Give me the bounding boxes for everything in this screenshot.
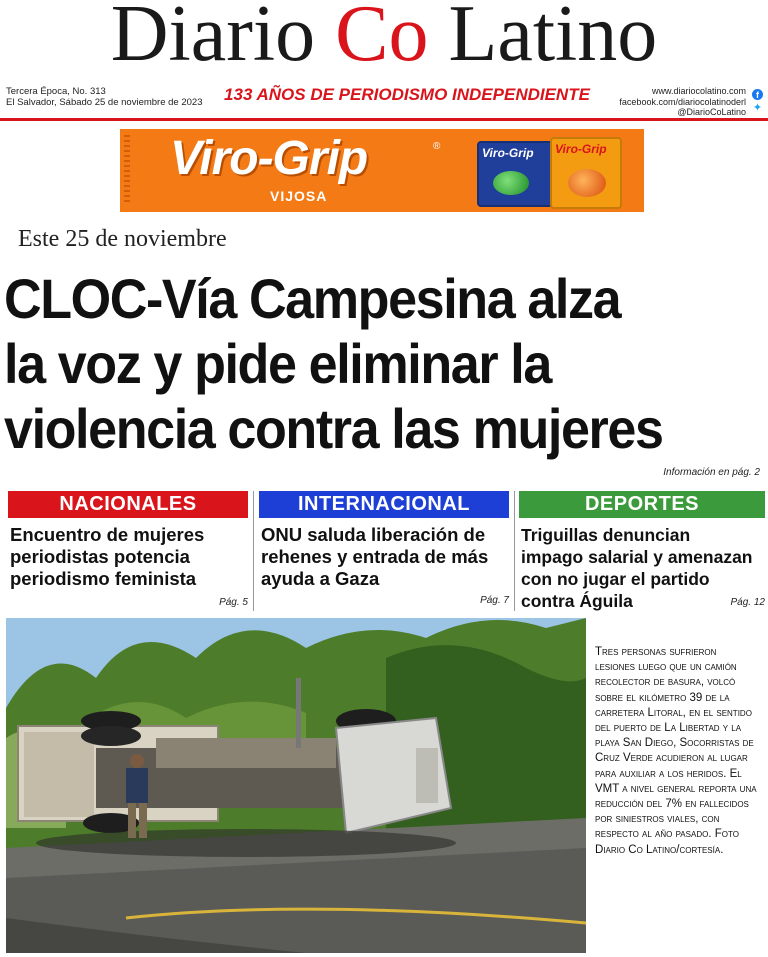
photo-illustration [6, 618, 586, 953]
advertisement-banner[interactable] [120, 129, 644, 212]
section-headline: ONU saluda liberación de rehenes y entrada de más ayuda a Gaza [261, 524, 489, 589]
edition-date: El Salvador, Sábado 25 de noviembre de 2023 [6, 97, 203, 108]
section-headline: Encuentro de mujeres periodistas potencia periodismo feminista [10, 524, 205, 589]
facebook-icon: f [752, 89, 763, 100]
section-headline: Triguillas denuncian impago salarial y amenazan con no jugar el partido contra Águila [521, 525, 753, 611]
website-link[interactable]: www.diariocolatino.com [651, 86, 746, 96]
column-divider [253, 491, 254, 611]
ad-package-orange [550, 137, 622, 209]
ad-registered-mark: ® [433, 141, 441, 152]
masthead-divider [0, 118, 768, 121]
lead-page-ref: Información en pág. 2 [663, 467, 760, 478]
headline-line: violencia contra las mujeres [4, 397, 663, 460]
newspaper-title [0, 0, 768, 82]
tagline: 133 AÑOS DE PERIODISMO INDEPENDIENTE [224, 85, 590, 104]
facebook-link[interactable]: facebook.com/diariocolatinoderl [619, 96, 746, 107]
section-label: INTERNACIONAL [259, 491, 509, 518]
title-co: Co [335, 0, 429, 78]
twitter-icon: ✦ [752, 102, 763, 114]
ad-side-strip [124, 135, 130, 205]
lead-kicker: Este 25 de noviembre [18, 226, 227, 252]
title-latino: Latino [428, 0, 658, 78]
headline-line: la voz y pide eliminar la [4, 332, 551, 395]
title-diario: Diario [110, 0, 336, 78]
twitter-link[interactable]: @DiarioCoLatino [677, 107, 746, 117]
section-deportes[interactable] [519, 491, 765, 621]
contact-info [619, 86, 746, 118]
ad-package-blue [477, 141, 553, 207]
section-page-ref: Pág. 7 [480, 595, 509, 606]
section-nacionales[interactable] [8, 491, 248, 621]
overturned-truck-photo[interactable] [6, 618, 586, 953]
green-lozenge-icon [493, 171, 529, 195]
section-label: DEPORTES [519, 491, 765, 518]
package-label: Viro-Grip [555, 142, 607, 156]
headline-line: CLOC-Vía Campesina alza [4, 267, 621, 330]
lead-headline[interactable] [4, 266, 715, 461]
section-label: NACIONALES [8, 491, 248, 518]
ad-maker: VIJOSA [270, 188, 328, 204]
column-divider [514, 491, 515, 611]
edition-number: Tercera Época, No. 313 [6, 86, 106, 97]
ad-brand-logo: Viro-Grip [170, 132, 368, 185]
edition-info [6, 86, 202, 108]
section-internacional[interactable] [259, 491, 509, 621]
orange-lozenge-icon [568, 169, 606, 197]
photo-caption: Tres personas sufrieron lesiones luego que un camión recolector de basura, volcó sobre el kilómetro 39 de la carretera Litoral, en el sentido del puerto de La Libertad y la playa San Diego, Socorristas de Cruz Verde acudieron al lugar para auxiliar a los heridos. El VMT a nivel general reporta una reducción del 7% en fallecidos por siniestros viales, con respecto al año pasado. Foto Diario Co Latino/cortesía. [595, 646, 757, 856]
section-page-ref: Pág. 5 [219, 597, 248, 608]
person [126, 768, 148, 803]
package-label: Viro-Grip [482, 146, 534, 160]
section-page-ref: Pág. 12 [730, 597, 765, 608]
